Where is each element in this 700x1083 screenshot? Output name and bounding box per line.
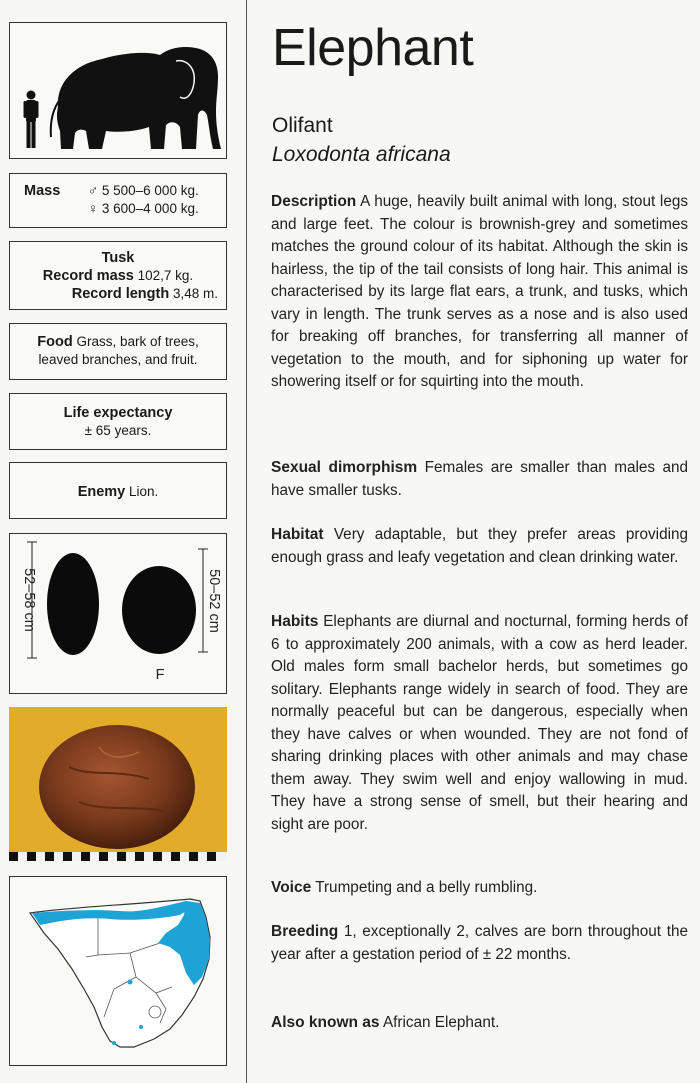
- hind-length-text: 50–52 cm: [206, 569, 222, 633]
- mass-label: Mass: [24, 183, 61, 199]
- voice-label: Voice: [271, 879, 312, 896]
- description-label: Description: [271, 193, 357, 210]
- foot-label: F: [155, 667, 165, 683]
- life-expectancy-box: [9, 393, 227, 450]
- common-name: Olifant: [272, 114, 333, 137]
- scientific-name: Loxodonta africana: [272, 143, 451, 166]
- dung-image: [9, 707, 227, 861]
- habitat-label: Habitat: [271, 526, 324, 543]
- dung-photo: [9, 707, 227, 861]
- sexual-dimorphism-text: Females are smaller than males and have smaller tusks.: [271, 459, 689, 499]
- enemy-box: [9, 462, 227, 519]
- elephant-silhouette-icon: [10, 23, 226, 158]
- sexual-dimorphism-section: [271, 457, 688, 502]
- enemy-value: Lion.: [129, 484, 159, 499]
- food-value: Grass, bark of trees, leaved branches, and fruit.: [38, 334, 199, 367]
- habits-section: [271, 611, 688, 836]
- breeding-text: 1, exceptionally 2, calves are born throughout the year after a gestation period of ± 22 months.: [271, 923, 688, 963]
- voice-text: Trumpeting and a belly rumbling.: [315, 879, 538, 896]
- mass-female-value: ♀ 3 600–4 000 kg.: [88, 201, 199, 216]
- breeding-label: Breeding: [271, 923, 339, 940]
- southern-africa-map-icon: [10, 877, 226, 1065]
- record-length-value: 3,48 m.: [172, 286, 218, 301]
- distribution-spot: [139, 1025, 143, 1029]
- food-box: [9, 323, 227, 380]
- also-known-as-label: Also known as: [271, 1014, 380, 1031]
- distribution-spot: [112, 1041, 116, 1045]
- tusk-box: [9, 241, 227, 310]
- enemy-label: Enemy: [77, 484, 126, 500]
- life-expectancy-label: Life expectancy: [63, 405, 173, 421]
- page-title: [272, 18, 473, 80]
- column-divider: [246, 0, 247, 1083]
- also-known-as-section: [271, 1012, 688, 1035]
- breeding-section: [271, 921, 688, 966]
- sexual-dimorphism-label: Sexual dimorphism: [271, 459, 418, 476]
- record-length-label: Record length: [71, 286, 170, 302]
- distribution-spot: [128, 980, 133, 985]
- footprint-diagram: [10, 534, 226, 693]
- distribution-map-box: [9, 876, 227, 1066]
- also-known-as-text: African Elephant.: [382, 1014, 500, 1031]
- voice-section: [271, 877, 688, 900]
- size-comparison-box: [9, 22, 227, 159]
- title-text: Elephant: [272, 19, 474, 77]
- life-expectancy-value: ± 65 years.: [84, 423, 152, 438]
- record-mass-value: 102,7 kg.: [137, 268, 194, 283]
- tusk-heading: Tusk: [101, 250, 135, 266]
- habits-text: Elephants are diurnal and nocturnal, forming herds of 6 to approximately 200 animals, with a cow as herd leader. Old males form small bachelor herds, but sometimes go solitary. Elephants range widely in search of food. They are normally peaceful but can be dangerous, especially when they have calves or when wounded. They are not fond of sharing drinking places with other animals and may chase them away. They swim well and enjoy wallowing in mud. They have a strong sense of smell, but their hearing and sight are poor.: [271, 613, 689, 833]
- front-length-text: 52–58 cm: [21, 568, 37, 632]
- description-section: [271, 191, 688, 394]
- mass-box: [9, 173, 227, 228]
- record-mass-label: Record mass: [42, 268, 134, 284]
- front-foot-print: [47, 553, 99, 655]
- habitat-section: [271, 524, 688, 569]
- habitat-text: Very adaptable, but they prefer areas providing enough grass and leafy vegetation and clean drinking water.: [271, 526, 688, 566]
- spoor-box: [9, 533, 227, 694]
- food-label: Food: [37, 334, 73, 350]
- hind-foot-print: [122, 566, 196, 654]
- description-text: A huge, heavily built animal with long, stout legs and large feet. The colour is brownish-grey and sometimes matches the ground colour of its habitat. Although the skin is hairless, the tip of the tail consists of long hair. This animal is characterised by its large flat ears, a trunk, and tusks, which vary in length. The trunk serves as a nose and is also used for breaking off branches, for transferring all manner of vegetation to the mouth, and for siphoning up water for showering itself or for squirting into the mouth.: [271, 193, 688, 390]
- habits-label: Habits: [271, 613, 319, 630]
- mass-male-value: ♂ 5 500–6 000 kg.: [88, 183, 199, 198]
